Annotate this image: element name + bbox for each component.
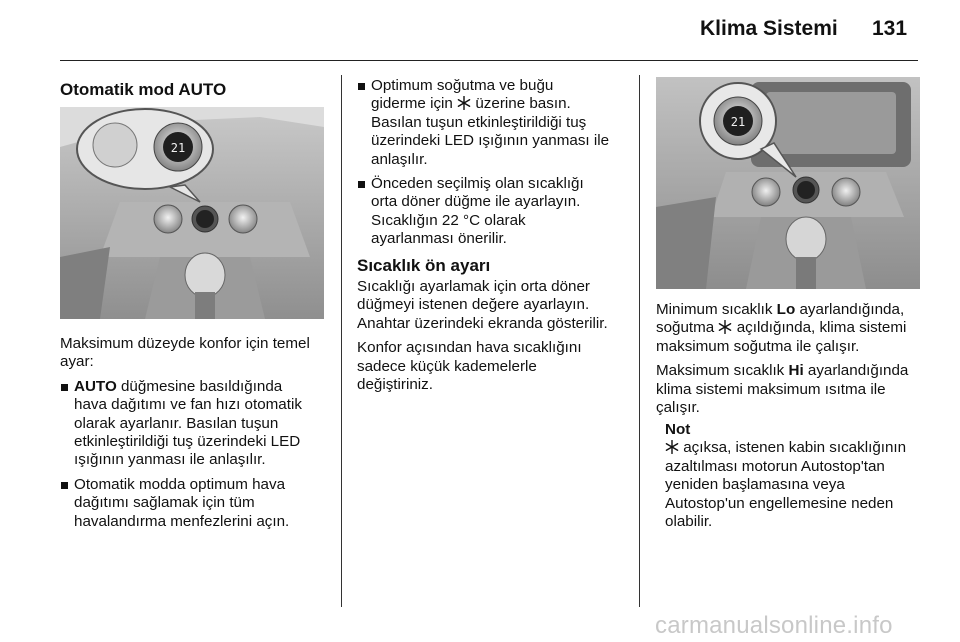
column-divider-1 — [341, 75, 342, 607]
snowflake-icon — [718, 320, 732, 334]
note-text: azaltılması motorun Autostop'tan — [665, 457, 885, 475]
photo-temp-display: 21 — [170, 141, 186, 155]
col1-body — [60, 335, 330, 531]
bullet-cooling-line: üzerine basın. — [471, 95, 571, 113]
col3-p1-text: açıldığında, klima sistemi — [732, 319, 907, 337]
col3-p2-text: klima sistemi maksimum ısıtma ile — [656, 380, 886, 398]
hi-bold-label: Hi — [788, 362, 804, 380]
col3-p1-text: Minimum sıcaklık — [656, 301, 777, 318]
bullet-auto-line: ışığının yanması ile anlaşılır. — [74, 451, 266, 469]
preset-para1-line: Sıcaklığı ayarlamak için orta döner — [357, 278, 590, 295]
bullet-auto-line: hava dağıtımı ve fan hızı otomatik — [74, 396, 302, 414]
bullet-cooling-line: anlaşılır. — [371, 150, 428, 168]
bullet-auto-line1: düğmesine basıldığında — [116, 377, 283, 395]
col2-body — [357, 77, 629, 249]
col3-p2-text: çalışır. — [656, 399, 700, 417]
watermark: carmanualsonline.info — [655, 612, 893, 639]
bullet-cooling-line: üzerindeki LED ışığının yanması ile — [371, 132, 610, 150]
intro-text: Maksimum düzeyde konfor için temel ayar: — [60, 335, 310, 371]
section-heading-preset: Sıcaklık ön ayarı — [357, 256, 491, 275]
col3-p1-text: ayarlandığında, — [795, 301, 905, 318]
preset-para2-line: Konfor açısından hava sıcaklığını — [357, 339, 582, 357]
auto-bold-label: AUTO — [74, 377, 117, 395]
note-block — [665, 421, 930, 531]
photo-climate-panel-auto — [60, 107, 324, 319]
col3-p2-text: ayarlandığında — [803, 362, 909, 380]
bullet-auto-line: etkinleştirildiği tuş üzerindeki LED — [74, 433, 301, 451]
bullet-temperature-line: Sıcaklığın 22 °C olarak — [371, 211, 526, 229]
column-divider-2 — [639, 75, 640, 607]
bullet-cooling-line: giderme için — [371, 95, 458, 113]
page-header-title: Klima Sistemi — [700, 17, 838, 40]
bullet-cooling — [357, 77, 629, 169]
header-rule — [60, 60, 918, 61]
photo-climate-panel-knob — [656, 77, 920, 289]
preset-para1-line: düğmeyi istenen değere ayarlayın. — [357, 296, 590, 314]
bullet-auto — [60, 378, 330, 470]
note-text: yeniden başlamasına veya — [665, 476, 845, 494]
bullet-temperature — [357, 175, 629, 249]
col3-p2-text: Maksimum sıcaklık — [656, 362, 789, 380]
bullet-temperature-line: Önceden seçilmiş olan sıcaklığı — [371, 175, 584, 193]
bullet-temperature-line: ayarlanması önerilir. — [371, 230, 507, 248]
col3-p1-text: soğutma — [656, 319, 719, 337]
note-text: Autostop'un engellemesine neden — [665, 494, 894, 512]
bullet-vents-line: havalandırma menfezlerini açın. — [74, 512, 290, 530]
section-heading-auto: Otomatik mod AUTO — [60, 80, 227, 99]
snowflake-icon — [665, 440, 679, 454]
note-text: olabilir. — [665, 513, 713, 531]
bullet-vents-line: dağıtımı sağlamak için tüm — [74, 494, 255, 512]
bullet-auto-line: olarak ayarlanır. Basılan tuşun — [74, 414, 279, 432]
col3-body — [656, 301, 926, 417]
bullet-cooling-line: Basılan tuşun etkinleştirildiği tuş — [371, 113, 587, 131]
bullet-cooling-line: Optimum soğutma ve buğu — [371, 77, 554, 94]
preset-para2-line: sadece küçük kademelerle — [357, 357, 537, 375]
page-number: 131 — [872, 17, 908, 40]
bullet-vents — [60, 476, 330, 531]
snowflake-icon — [457, 96, 471, 110]
preset-para2-line: değiştiriniz. — [357, 376, 433, 394]
lo-bold-label: Lo — [776, 301, 796, 318]
preset-para1-line: Anahtar üzerindeki ekranda gösterilir. — [357, 314, 608, 332]
col3-p1-text: maksimum soğutma ile çalışır. — [656, 337, 860, 355]
col2-preset-body — [357, 278, 629, 394]
photo-temp-display: 21 — [730, 115, 746, 129]
bullet-vents-line: Otomatik modda optimum hava — [74, 475, 286, 493]
note-title: Not — [665, 421, 691, 438]
bullet-temperature-line: orta döner düğme ile ayarlayın. — [371, 193, 581, 211]
note-text: açıksa, istenen kabin sıcaklığının — [679, 439, 907, 457]
